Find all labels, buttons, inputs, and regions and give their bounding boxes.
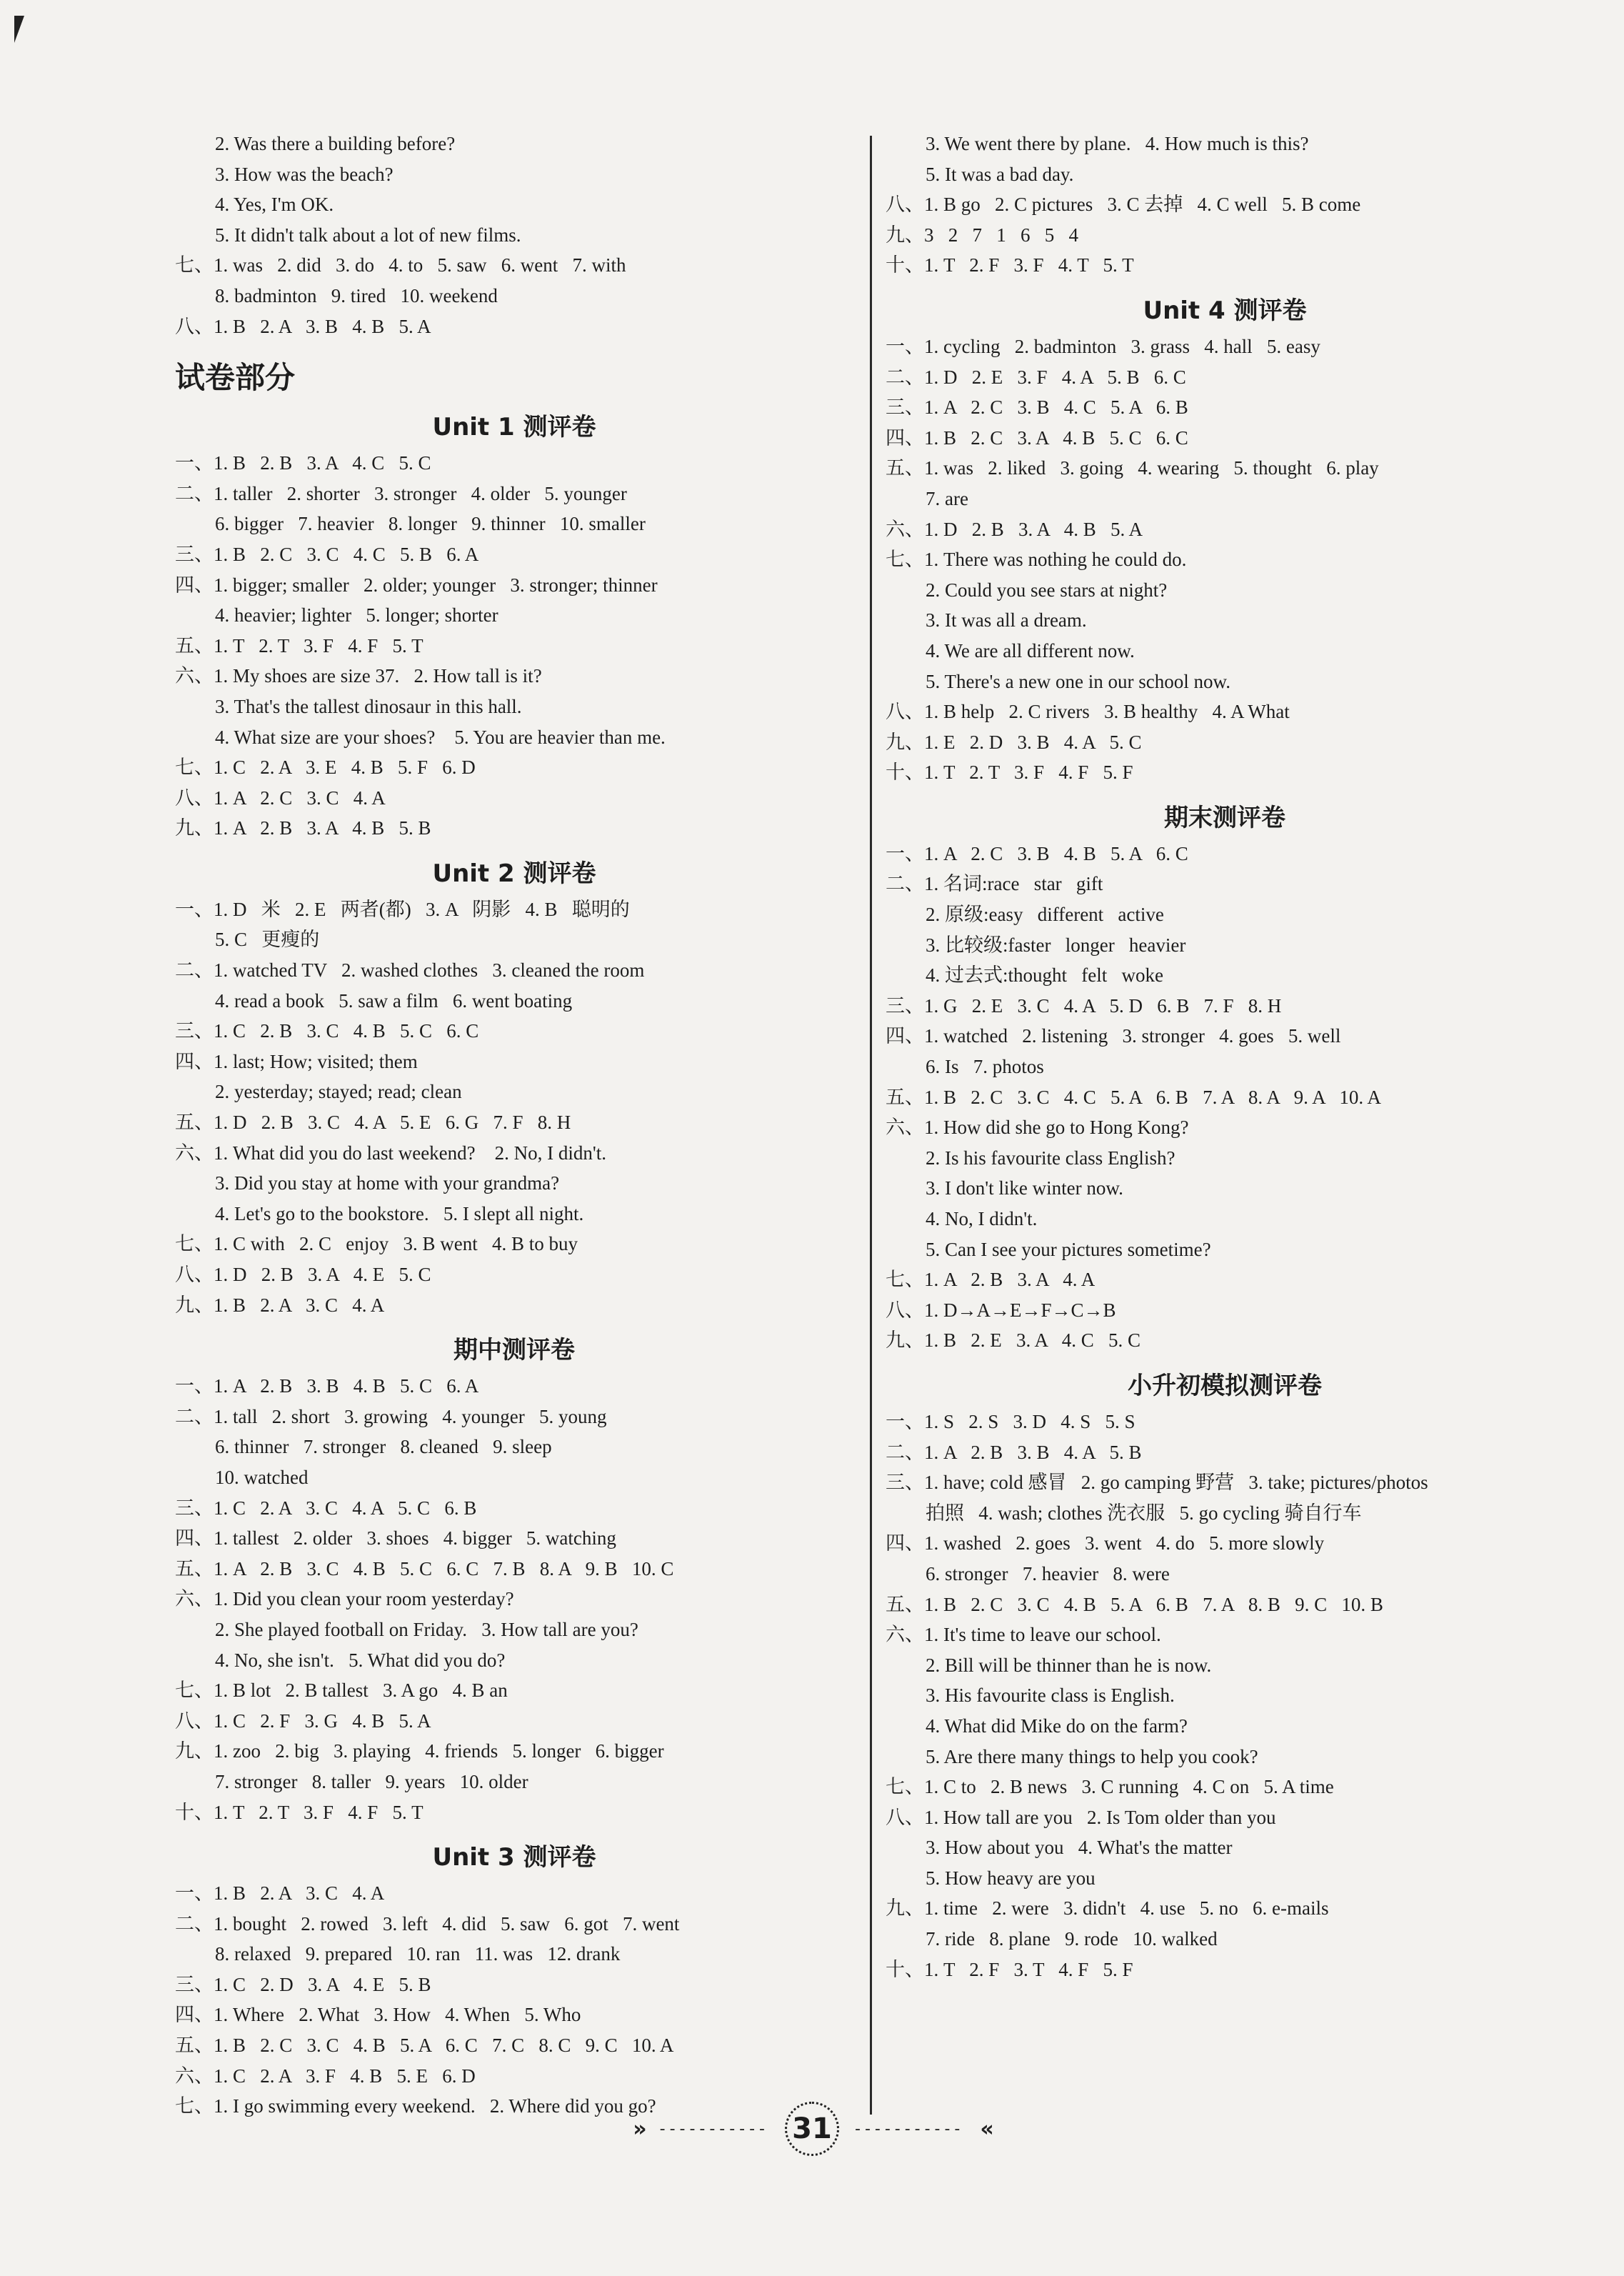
answer-line: 六、1. My shoes are size 37. 2. How tall is it? [175, 665, 542, 687]
answer-line: 6. stronger 7. heavier 8. were [926, 1562, 1170, 1584]
test-title: Unit 3 测评卷 [432, 1843, 596, 1872]
answer-line: 2. 原级:easy different active [926, 904, 1164, 926]
answer-line: 三、1. A 2. C 3. B 4. C 5. A 6. B [886, 396, 1188, 419]
answer-line: 六、1. D 2. B 3. A 4. B 5. A [886, 518, 1143, 540]
answer-line: 四、1. watched 2. listening 3. stronger 4. goes 5. well [886, 1025, 1341, 1047]
answer-line: 4. Yes, I'm OK. [215, 194, 334, 216]
answer-line: 5. There's a new one in our school now. [926, 670, 1231, 692]
answer-line: 二、1. D 2. E 3. F 4. A 5. B 6. C [886, 366, 1186, 388]
answer-line: 4. We are all different now. [926, 639, 1135, 662]
answer-line: 八、1. B go 2. C pictures 3. C 去掉 4. C well 5. B come [886, 194, 1361, 216]
answer-line: 八、1. B help 2. C rivers 3. B healthy 4. A What [886, 701, 1290, 723]
answer-line: 四、1. washed 2. goes 3. went 4. do 5. more slowly [886, 1532, 1325, 1554]
answer-line: 4. 过去式:thought felt woke [926, 964, 1163, 987]
answer-line: 8. relaxed 9. prepared 10. ran 11. was 12. drank [215, 1943, 621, 1965]
answer-line: 2. Is his favourite class English? [926, 1147, 1176, 1169]
answer-line: 八、1. D 2. B 3. A 4. E 5. C [175, 1264, 431, 1285]
answer-line: 四、1. bigger; smaller 2. older; younger 3. stronger; thinner [175, 574, 658, 596]
answer-line: 5. Can I see your pictures sometime? [926, 1238, 1211, 1260]
answer-line: 七、1. I go swimming every weekend. 2. Where did you go? [175, 2095, 656, 2117]
answer-line: 二、1. taller 2. shorter 3. stronger 4. older 5. younger [175, 482, 627, 504]
answer-line: 七、1. C with 2. C enjoy 3. B went 4. B to buy [175, 1233, 578, 1255]
answer-line: 二、1. watched TV 2. washed clothes 3. cleaned the room [175, 959, 645, 982]
answer-line: 五、1. T 2. T 3. F 4. F 5. T [175, 634, 423, 657]
answer-line: 4. Let's go to the bookstore. 5. I slept all night. [215, 1202, 584, 1224]
answer-line: 三、1. C 2. D 3. A 4. E 5. B [175, 1973, 431, 1995]
test-title: Unit 2 测评卷 [432, 859, 596, 888]
answer-line: 六、1. C 2. A 3. F 4. B 5. E 6. D [175, 2065, 476, 2087]
answer-line: 一、1. B 2. B 3. A 4. C 5. C [175, 452, 431, 474]
answer-line: 十、1. T 2. F 3. T 4. F 5. F [886, 1958, 1133, 1980]
answer-line: 七、1. B lot 2. B tallest 3. A go 4. B an [175, 1679, 508, 1702]
answer-line: 一、1. A 2. C 3. B 4. B 5. A 6. C [886, 842, 1188, 864]
answer-line: 八、1. B 2. A 3. B 4. B 5. A [175, 315, 431, 337]
answer-line: 4. read a book 5. saw a film 6. went boating [215, 989, 573, 1012]
answer-line: 2. Could you see stars at night? [926, 579, 1168, 601]
footer-left-dashes: ----------- [659, 2120, 769, 2138]
answer-line: 四、1. tallest 2. older 3. shoes 4. bigger 5. watching [175, 1527, 616, 1549]
answer-line: 3. How about you 4. What's the matter [926, 1837, 1233, 1859]
answer-line: 3. I don't like winter now. [926, 1177, 1123, 1199]
answer-line: 九、1. B 2. A 3. C 4. A [175, 1294, 385, 1316]
answer-column-right [886, 129, 1564, 1985]
answer-line: 七、1. C 2. A 3. E 4. B 5. F 6. D [175, 757, 476, 779]
answer-line: 七、1. C to 2. B news 3. C running 4. C on 5. A time [886, 1776, 1334, 1798]
test-title: 期末测评卷 [1164, 803, 1285, 832]
answer-line: 4. No, she isn't. 5. What did you do? [215, 1649, 506, 1671]
answer-line: 一、1. cycling 2. badminton 3. grass 4. hall 5. easy [886, 335, 1320, 357]
test-title: Unit 4 测评卷 [1143, 296, 1307, 325]
test-title: 小升初模拟测评卷 [1128, 1371, 1322, 1400]
answer-line: 3. It was all a dream. [926, 609, 1087, 632]
answer-line: 七、1. A 2. B 3. A 4. A [886, 1269, 1096, 1291]
footer-right-dashes: ----------- [855, 2120, 965, 2138]
answer-line: 4. heavier; lighter 5. longer; shorter [215, 604, 498, 627]
answer-line: 七、1. was 2. did 3. do 4. to 5. saw 6. went 7. with [175, 254, 626, 276]
answer-line: 4. What size are your shoes? 5. You are heavier than me. [215, 726, 666, 748]
answer-line: 八、1. D→A→E→F→C→B [886, 1299, 1116, 1321]
answer-line: 四、1. B 2. C 3. A 4. B 5. C 6. C [886, 426, 1188, 449]
answer-line: 十、1. T 2. F 3. F 4. T 5. T [886, 254, 1134, 276]
page-number: 31 [785, 2102, 839, 2156]
answer-line: 三、1. B 2. C 3. C 4. C 5. B 6. A [175, 543, 479, 565]
answer-line: 3. His favourite class is English. [926, 1684, 1175, 1707]
answer-line: 二、1. tall 2. short 3. growing 4. younger 5. young [175, 1405, 607, 1427]
answer-line: 2. yesterday; stayed; read; clean [215, 1081, 462, 1103]
answer-column-left [175, 129, 853, 2122]
answer-line: 3. Did you stay at home with your grandma? [215, 1172, 560, 1194]
answer-line: 7. stronger 8. taller 9. years 10. older [215, 1770, 528, 1792]
answer-line: 六、1. It's time to leave our school. [886, 1624, 1161, 1646]
answer-line: 四、1. last; How; visited; them [175, 1050, 418, 1072]
answer-line: 一、1. B 2. A 3. C 4. A [175, 1882, 385, 1905]
answer-line: 十、1. T 2. T 3. F 4. F 5. F [886, 762, 1133, 784]
answer-line: 三、1. G 2. E 3. C 4. A 5. D 6. B 7. F 8. H [886, 994, 1282, 1017]
answer-line: 6. bigger 7. heavier 8. longer 9. thinner 10. smaller [215, 513, 646, 535]
answer-line: 4. No, I didn't. [926, 1208, 1038, 1229]
answer-line: 2. Bill will be thinner than he is now. [926, 1654, 1212, 1676]
answer-line: 一、1. D 米 2. E 两者(都) 3. A 阴影 4. B 聪明的 [175, 898, 630, 920]
answer-line: 六、1. How did she go to Hong Kong? [886, 1117, 1189, 1139]
answer-line: 3. How was the beach? [215, 163, 394, 185]
answer-line: 二、1. 名词:race star gift [886, 873, 1103, 895]
answer-line: 一、1. A 2. B 3. B 4. B 5. C 6. A [175, 1375, 479, 1397]
answer-line: 4. What did Mike do on the farm? [926, 1715, 1188, 1737]
answer-line: 九、3 2 7 1 6 5 4 [886, 224, 1078, 246]
answer-line: 八、1. A 2. C 3. C 4. A [175, 787, 386, 809]
answer-line: 7. are [926, 487, 968, 509]
answer-line: 八、1. C 2. F 3. G 4. B 5. A [175, 1710, 431, 1732]
answer-line: 7. ride 8. plane 9. rode 10. walked [926, 1928, 1218, 1950]
answer-line: 三、1. C 2. B 3. C 4. B 5. C 6. C [175, 1020, 479, 1042]
answer-line: 5. It didn't talk about a lot of new films. [215, 224, 521, 246]
answer-line: 二、1. bought 2. rowed 3. left 4. did 5. saw 6. got 7. went [175, 1912, 680, 1935]
corner-mark [14, 16, 24, 43]
page-footer [0, 2100, 1624, 2157]
answer-line: 3. 比较级:faster longer heavier [926, 934, 1186, 956]
answer-line: 五、1. A 2. B 3. C 4. B 5. C 6. C 7. B 8. A 9. B 10. C [175, 1557, 674, 1579]
answer-line: 5. It was a bad day. [926, 163, 1074, 185]
answer-line: 五、1. B 2. C 3. C 4. C 5. A 6. B 7. A 8. A 9. A 10. A [886, 1086, 1381, 1108]
answer-line: 拍照 4. wash; clothes 洗衣服 5. go cycling 骑自行车 [926, 1502, 1362, 1524]
answer-line: 一、1. S 2. S 3. D 4. S 5. S [886, 1410, 1136, 1432]
answer-line: 2. Was there a building before? [215, 133, 456, 154]
answer-line: 六、1. Did you clean your room yesterday? [175, 1588, 514, 1610]
answer-line: 五、1. B 2. C 3. C 4. B 5. A 6. C 7. C 8. C 9. C 10. A [175, 2035, 674, 2057]
section-heading: 试卷部分 [175, 360, 296, 396]
answer-line: 十、1. T 2. T 3. F 4. F 5. T [175, 1801, 423, 1823]
answer-line: 四、1. Where 2. What 3. How 4. When 5. Who [175, 2004, 581, 2026]
answer-line: 5. C 更瘦的 [215, 929, 320, 951]
answer-line: 8. badminton 9. tired 10. weekend [215, 284, 498, 306]
answer-line: 六、1. What did you do last weekend? 2. No, I didn't. [175, 1142, 607, 1164]
answer-line: 八、1. How tall are you 2. Is Tom older than you [886, 1806, 1276, 1828]
answer-line: 5. How heavy are you [926, 1867, 1096, 1889]
answer-line: 6. thinner 7. stronger 8. cleaned 9. sleep [215, 1436, 552, 1458]
answer-line: 二、1. A 2. B 3. B 4. A 5. B [886, 1441, 1142, 1463]
answer-line: 6. Is 7. photos [926, 1056, 1044, 1078]
footer-right-arrows: « [980, 2116, 991, 2142]
test-title: Unit 1 测评卷 [432, 413, 596, 442]
answer-line: 三、1. have; cold 感冒 2. go camping 野营 3. take; pictures/photos [886, 1472, 1428, 1494]
answer-line: 3. We went there by plane. 4. How much is this? [926, 133, 1309, 154]
answer-line: 九、1. zoo 2. big 3. playing 4. friends 5. longer 6. bigger [175, 1740, 664, 1762]
footer-left-arrows: » [633, 2116, 644, 2142]
answer-line: 3. That's the tallest dinosaur in this hall. [215, 695, 522, 717]
answer-line: 七、1. There was nothing he could do. [886, 549, 1187, 571]
answer-line: 九、1. E 2. D 3. B 4. A 5. C [886, 731, 1142, 753]
answer-line: 九、1. time 2. were 3. didn't 4. use 5. no 6. e-mails [886, 1897, 1329, 1920]
answer-line: 2. She played football on Friday. 3. How tall are you? [215, 1618, 638, 1640]
answer-line: 五、1. was 2. liked 3. going 4. wearing 5. thought 6. play [886, 457, 1379, 479]
answer-line: 五、1. D 2. B 3. C 4. A 5. E 6. G 7. F 8. H [175, 1112, 571, 1134]
answer-line: 10. watched [215, 1466, 309, 1488]
answer-line: 5. Are there many things to help you cook? [926, 1745, 1258, 1767]
answer-line: 九、1. A 2. B 3. A 4. B 5. B [175, 817, 431, 839]
answer-line: 九、1. B 2. E 3. A 4. C 5. C [886, 1329, 1141, 1352]
answer-line: 五、1. B 2. C 3. C 4. B 5. A 6. B 7. A 8. B 9. C 10. B [886, 1593, 1383, 1615]
test-title: 期中测评卷 [453, 1336, 575, 1365]
answer-line: 三、1. C 2. A 3. C 4. A 5. C 6. B [175, 1497, 477, 1519]
column-divider [870, 136, 872, 2115]
